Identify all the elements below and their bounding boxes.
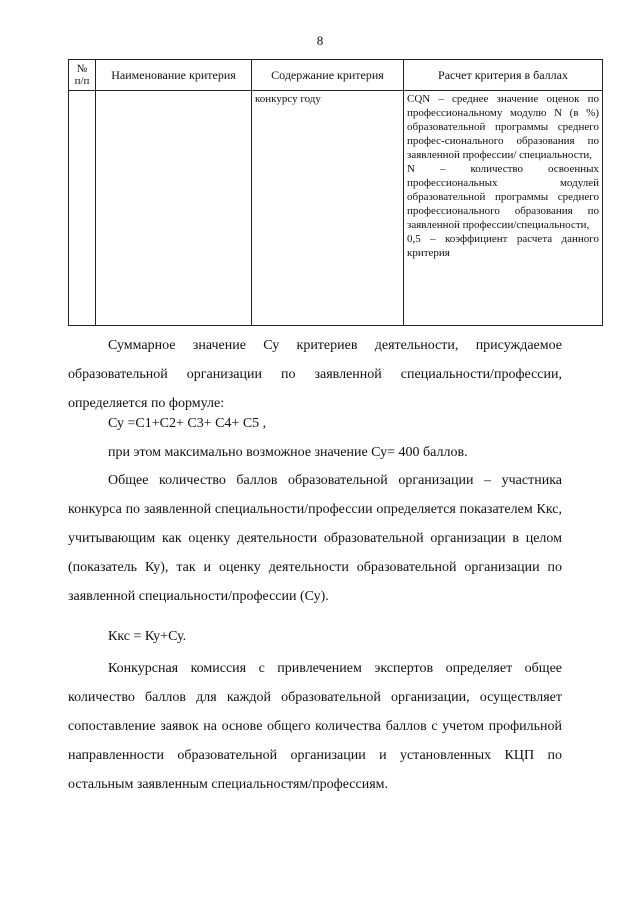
paragraph-line: определяется по формуле: bbox=[68, 396, 225, 411]
header-content: Содержание критерия bbox=[252, 60, 404, 91]
paragraph-text: Конкурсная комиссия с привлечением экспертов определяет общее количество баллов для каждой образовательной организации, осуществляет сопоставление заявок на основе общего количества баллов с учетом профильной направленности образовательной организации и установленных КЦП по остальным заявленным специальностям/профессиям. bbox=[68, 661, 562, 792]
paragraph-sum bbox=[68, 331, 562, 418]
paragraph-line: Суммарное значение Су критериев деятельности, присуждаемое bbox=[108, 338, 562, 353]
paragraph-line: образовательной организации по заявленной специальности/профессии, bbox=[68, 367, 562, 382]
cell-calc bbox=[404, 91, 603, 326]
paragraph-commission bbox=[68, 654, 562, 799]
calc-line: 0,5 – коэффициент расчета данного критерия bbox=[407, 233, 599, 259]
header-name: Наименование критерия bbox=[96, 60, 252, 91]
calc-line: N – количество освоенных профессиональных модулей образовательной программы среднего профессионального образования по заявленной профессии/специальности, bbox=[407, 163, 599, 231]
paragraph-max bbox=[68, 438, 562, 467]
page-number: 8 bbox=[316, 33, 324, 48]
paragraph-text: Общее количество баллов образовательной организации – участника конкурса по заявленной специальности/профессии определяется показателем Ккс, учитывающим как оценку деятельности образовательной организации в целом (показатель Ку), так и оценку деятельности образовательной организации по заявленной специальности/профессии (Су). bbox=[68, 473, 562, 604]
cell-num bbox=[69, 91, 96, 326]
formula-kks: Ккс = Ку+Су. bbox=[108, 629, 187, 644]
paragraph-text: при этом максимально возможное значение Су= 400 баллов. bbox=[108, 445, 468, 460]
formula-cy: Су =С1+С2+ С3+ С4+ С5 , bbox=[108, 416, 267, 431]
cell-name bbox=[96, 91, 252, 326]
table-row bbox=[69, 91, 603, 326]
header-calc: Расчет критерия в баллах bbox=[404, 60, 603, 91]
table-header-row bbox=[69, 60, 603, 91]
criteria-table bbox=[68, 59, 603, 326]
cell-content: конкурсу году bbox=[252, 91, 404, 326]
header-num: № п/п bbox=[69, 60, 96, 91]
paragraph-total bbox=[68, 466, 562, 611]
calc-line: CQN – среднее значение оценок по профессиональному модулю N (в %) образовательной программы среднего профес-сионального образования по заявленной профессии/ специальности, bbox=[407, 93, 599, 161]
